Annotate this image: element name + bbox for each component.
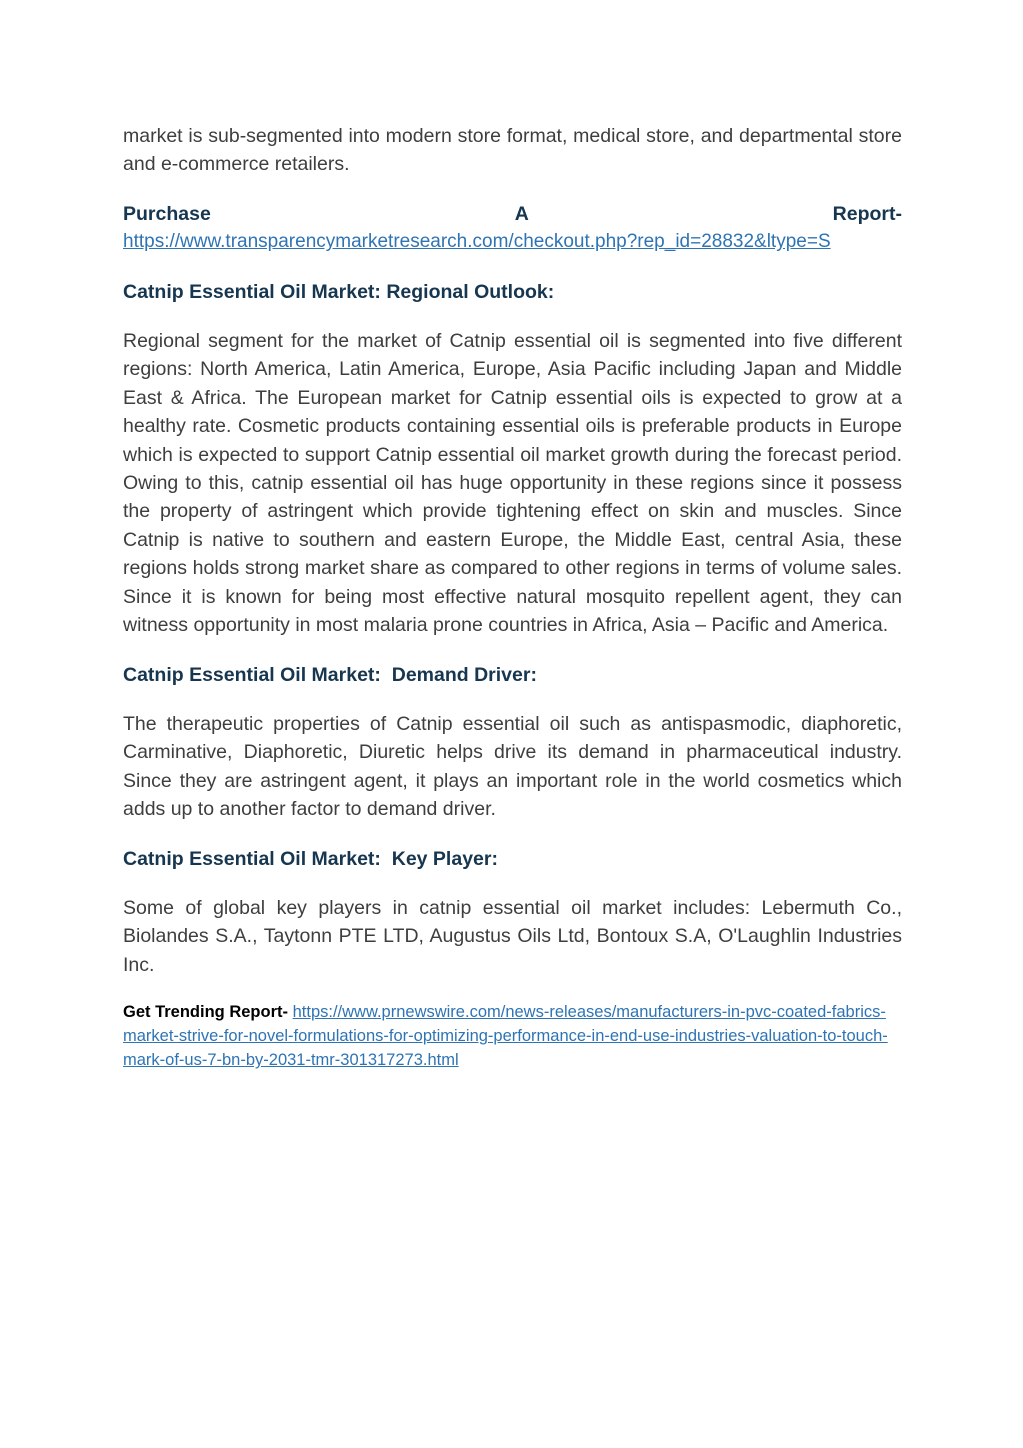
page-content bbox=[123, 122, 902, 1072]
a-word: A bbox=[514, 202, 529, 225]
demand-driver-paragraph: The therapeutic properties of Catnip essential oil such as antispasmodic, diaphoretic, Carminative, Diaphoretic, Diuretic helps drive its demand in pharmaceutical industry. Since they are astringent agent, it plays an important role in the world cosmetics which adds up to another factor to demand driver. bbox=[123, 712, 902, 821]
regional-outlook-paragraph: Regional segment for the market of Catnip essential oil is segmented into five different regions: North America, Latin America, Europe, Asia Pacific including Japan and Middle East & Africa. The European market for Catnip essential oils is expected to grow at a healthy rate. Cosmetic products containing essential oils is preferable products in Europe which is expected to support Catnip essential oil market growth during the forecast period. Owing to this, catnip essential oil has huge opportunity in these regions since it possess the property of astringent which provide tightening effect on skin and muscles. Since Catnip is native to southern and eastern Europe, the Middle East, central Asia, these regions holds strong market share as compared to other regions in terms of volume sales. Since it is known for being most effective natural mosquito repellent agent, they can witness opportunity in most malaria prone countries in Africa, Asia – Pacific and America. bbox=[123, 330, 902, 637]
purchase-report-block bbox=[123, 200, 902, 257]
section-heading-regional-outlook: Catnip Essential Oil Market: Regional Outlook: bbox=[123, 280, 555, 303]
report-word: Report- bbox=[832, 202, 902, 225]
trending-report-block bbox=[123, 1000, 902, 1072]
checkout-link[interactable]: https://www.transparencymarketresearch.com/checkout.php?rep_id=28832&ltype=S bbox=[123, 231, 831, 253]
key-player-paragraph: Some of global key players in catnip essential oil market includes: Lebermuth Co., Biolandes S.A., Taytonn PTE LTD, Augustus Oils Ltd, Bontoux S.A, O'Laughlin Industries Inc. bbox=[123, 896, 902, 976]
purchase-word: Purchase bbox=[123, 202, 211, 225]
purchase-report-line bbox=[123, 200, 902, 228]
get-trending-report-label: Get Trending Report- bbox=[123, 1003, 293, 1022]
section-heading-demand-driver: Catnip Essential Oil Market: Demand Driver: bbox=[123, 663, 537, 686]
section-heading-key-player: Catnip Essential Oil Market: Key Player: bbox=[123, 847, 498, 870]
checkout-link-line bbox=[123, 228, 902, 256]
intro-paragraph: market is sub-segmented into modern store format, medical store, and departmental store and e-commerce retailers. bbox=[123, 125, 902, 176]
trending-report-link[interactable]: https://www.prnewswire.com/news-releases/manufacturers-in-pvc-coated-fabrics-market-strive-for-novel-formulations-for-optimizing-performance-in-end-use-industries-valuation-to-touch-mark-of-us-7-bn-by-2031-tmr-301317273.html bbox=[123, 1003, 888, 1070]
